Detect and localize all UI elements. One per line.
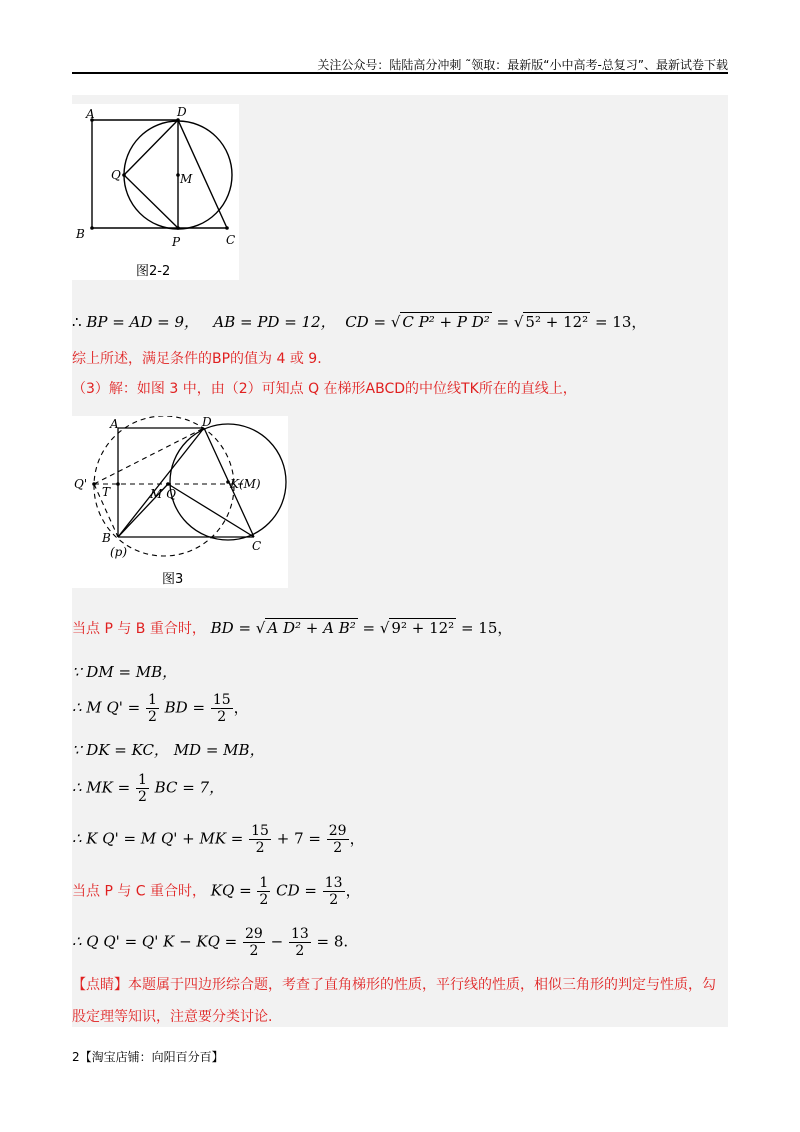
label-p: P bbox=[172, 235, 181, 249]
equation-mk: ∴ MK = $\frac{1}{2}$ BC = 7， bbox=[72, 772, 225, 805]
label-a: A bbox=[110, 417, 119, 431]
figure-2-2 bbox=[72, 104, 239, 280]
case-b-line: 当点 P 与 B 重合时， BD = √ A D² + A B² = √ 9² + 12² = 15， bbox=[72, 619, 513, 637]
equation-bp-ad: ∴ BP = AD = 9， AB = PD = 12， CD = √ C P² + P D² = √ 5² + 12² = 13， bbox=[72, 313, 647, 331]
figure-caption: 图3 bbox=[162, 572, 184, 587]
equation-kq-prime: ∴ K Q' = M Q' + MK = $\frac{15}{2}$ + 7 = $\frac{29}{2}$ ， bbox=[72, 823, 365, 856]
label-b: B bbox=[76, 227, 85, 241]
label-m: M bbox=[180, 172, 193, 186]
label-d: D bbox=[177, 105, 187, 119]
equation-dm-mb: ∵ DM = MB， bbox=[72, 663, 178, 681]
label-a: A bbox=[86, 107, 95, 121]
label-c: C bbox=[226, 233, 236, 247]
label-m-q: M Q bbox=[150, 487, 176, 501]
label-c: C bbox=[252, 539, 262, 553]
label-d: D bbox=[202, 416, 212, 429]
figure-3-diagram bbox=[72, 416, 288, 588]
label-q-prime: Q' bbox=[74, 477, 88, 491]
case-c-line: 当点 P 与 C 重合时， KQ = $\frac{1}{2}$ CD = $\frac{13}{2}$ ， bbox=[72, 875, 361, 908]
label-t: T bbox=[102, 485, 111, 499]
summary-text: 综上所述，满足条件的BP的值为 4 或 9. bbox=[72, 351, 322, 367]
page-footer: 2【淘宝店铺：向阳百分百】 bbox=[72, 1050, 224, 1064]
equation-dk-kc: ∵ DK = KC， MD = MB， bbox=[72, 741, 265, 759]
figure-3 bbox=[72, 416, 288, 588]
part-3-text: （3）解：如图 3 中，由（2）可知点 Q 在梯形ABCD的中位线TK所在的直线上， bbox=[72, 381, 577, 397]
comment-line-2: 股定理等知识，注意要分类讨论. bbox=[72, 1009, 273, 1025]
label-k-m: K(M) bbox=[230, 477, 261, 491]
figure-caption: 图2-2 bbox=[136, 264, 171, 279]
label-q: Q bbox=[111, 168, 121, 182]
page-header: 关注公众号：陆陆高分冲刺 ˜领取：最新版“小中高考-总复习”、最新试卷下载 bbox=[317, 58, 728, 72]
document-content bbox=[72, 95, 728, 1027]
label-p: (p) bbox=[110, 545, 128, 559]
label-b: B bbox=[102, 531, 111, 545]
figure-2-2-diagram bbox=[72, 104, 239, 280]
equation-qq-prime: ∴ Q Q' = Q' K − KQ = $\frac{29}{2}$ − $\frac{13}{2}$ = 8. bbox=[72, 926, 349, 959]
comment-line-1: 【点睛】本题属于四边形综合题，考查了直角梯形的性质，平行线的性质，相似三角形的判定与性质，勾 bbox=[72, 977, 716, 993]
equation-mq: ∴ M Q' = $\frac{1}{2}$ BD = $\frac{15}{2}$ ， bbox=[72, 692, 249, 725]
header-rule bbox=[72, 72, 728, 74]
